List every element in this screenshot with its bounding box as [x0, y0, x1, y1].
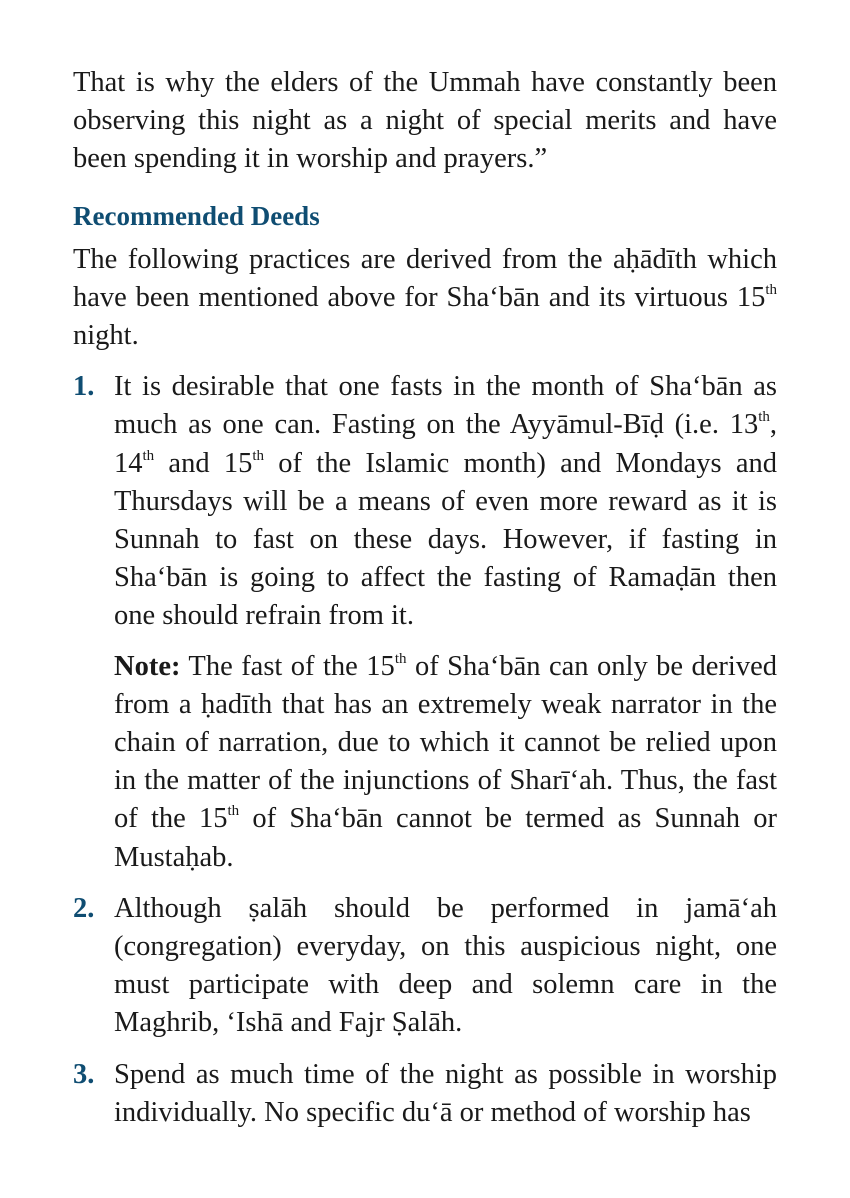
note-text-a: The fast of the 15 — [180, 650, 395, 682]
list-item-1-text — [114, 368, 777, 635]
list-item-1 — [73, 368, 777, 877]
note-text-b: of Sha‘bān can only be derived from a ḥadīth that has an extremely weak narrator in the chain of narration, due to which it cannot be relied upon in the matter of the injunctions of Sharī‘ah. Thus, the fast of the 15 — [114, 650, 777, 835]
item1-sup-3: th — [252, 447, 265, 464]
list-item-2-text: Although ṣalāh should be performed in jamā‘ah (congregation) everyday, on this auspicious night, one must participate with deep and solemn care in the Maghrib, ‘Ishā and Fajr Ṣalāh. — [114, 892, 777, 1039]
list-item-3-text: Spend as much time of the night as possible in worship individually. No specific du‘ā or method of worship has — [114, 1058, 777, 1128]
list-item-2 — [73, 890, 777, 1043]
item1-text-d: of the Islamic month) and Mondays and Thursdays will be a means of even more reward as it is Sunnah to fast on these days. However, if fasting in Sha‘bān is going to affect the fasting of Ramaḍān then one should refrain from it. — [114, 447, 777, 632]
note-sup-2: th — [227, 803, 240, 820]
lead-text-b: night. — [73, 320, 139, 352]
item1-sup-1: th — [758, 409, 770, 426]
list-item-3 — [73, 1056, 777, 1132]
lead-text-a: The following practices are derived from the aḥādīth which have been mentioned above for Sha‘bān and its virtuous 15 — [73, 243, 777, 313]
note-label: Note: — [114, 650, 181, 682]
item1-text-b: , 14 — [114, 409, 777, 479]
note-paragraph — [114, 648, 777, 877]
section-heading: Recommended Deeds — [73, 200, 320, 231]
section-lead-paragraph — [73, 241, 777, 356]
list-number-3: 3. — [73, 1058, 95, 1090]
lead-superscript: th — [765, 281, 777, 298]
item1-text-a: It is desirable that one fasts in the month of Sha‘bān as much as one can. Fasting on the Ayyāmul-Bīḍ (i.e. 13 — [114, 371, 777, 441]
item1-text-c: and 15 — [154, 447, 253, 479]
note-sup-1: th — [394, 650, 407, 667]
list-number-1: 1. — [73, 371, 95, 403]
list-number-2: 2. — [73, 892, 95, 924]
note-text-c: of Sha‘bān cannot be termed as Sunnah or Mustaḥab. — [114, 803, 778, 873]
intro-paragraph: That is why the elders of the Ummah have constantly been observing this night as a night of special merits and have been spending it in worship and prayers.” — [73, 67, 777, 175]
page — [73, 64, 777, 1132]
item1-sup-2: th — [142, 447, 155, 464]
